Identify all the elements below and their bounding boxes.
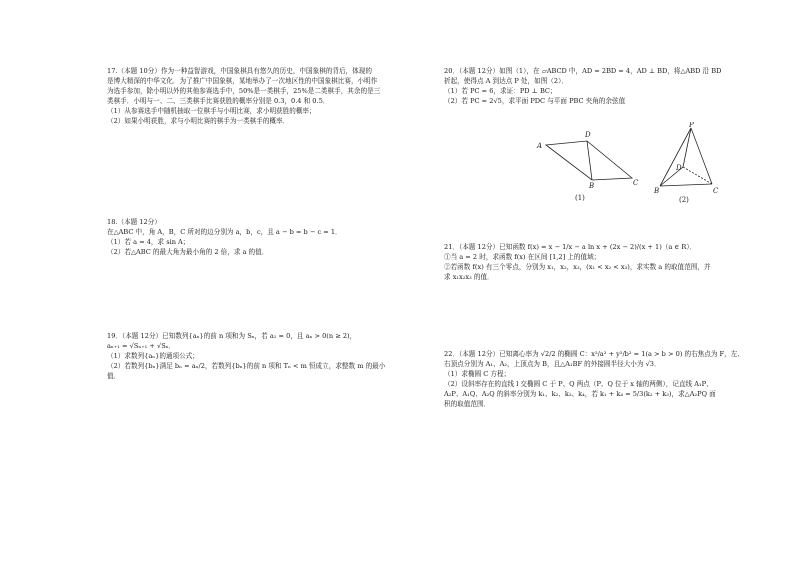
fig1-label-b: B <box>589 182 595 190</box>
problem-21-line: 求 x₁x₂x₃ 的值． <box>444 273 494 281</box>
problem-18-line: （1）若 a = 4，求 sin A； <box>107 238 190 246</box>
problem-18-line: 18.（本题 12分） <box>107 218 161 226</box>
problem-21 <box>444 242 736 282</box>
fig1-label-c: C <box>633 179 639 187</box>
problem-22-line: （1）求椭圆 C 方程； <box>444 370 511 378</box>
fig1-label-a: A <box>537 142 543 150</box>
parallelogram-figure-1 <box>536 124 646 204</box>
edge-pb <box>660 128 691 186</box>
problem-21-line: ①当 a = 2 时，求函数 f(x) 在区间 [1,2] 上的值域； <box>444 253 601 261</box>
problem-22-line: 积的取值范围． <box>444 400 491 408</box>
problem-18-line: （2）若△ABC 的最大角为最小角的 2 倍，求 a 的值． <box>107 248 269 256</box>
tetrahedron-figure-2 <box>649 122 729 204</box>
problem-17-line: 类棋手．小明与一、二、三类棋手比赛获胜的概率分别是 0.3，0.4 和 0.5． <box>107 97 330 105</box>
problem-20-line: 折起，使得点 A 到达点 P 处，如图（2）． <box>444 77 568 85</box>
problem-22 <box>444 349 744 409</box>
fig1-caption: (1) <box>575 194 585 202</box>
problem-18 <box>107 217 397 257</box>
fig2-label-c: C <box>713 187 719 195</box>
problem-19 <box>107 331 397 381</box>
problem-22-line: A₂P、A₁Q、A₂Q 的斜率分别为 k₁、k₂、k₃、k₄，若 k₁ + k₄ = 5/3(k₂ + k₃)，求△A₂PQ 面 <box>444 390 716 398</box>
problem-22-line: （2）设斜率存在的直线 l 交椭圆 C 于 P、Q 两点（P、Q 位于 x 轴的两侧），记直线 A₁P、 <box>444 380 713 388</box>
problem-20 <box>444 66 736 106</box>
problem-22-line: 右顶点分别为 A₁、A₂，上顶点为 B，且△A₁BF 的外接圆半径大小为 √3． <box>444 360 661 368</box>
problem-19-line: aₙ₊₁ = √Sₙ₊₁ + √Sₙ． <box>107 342 176 350</box>
fig2-caption: (2) <box>679 196 689 204</box>
problem-17-line: （1）从参赛选手中随机抽取一位棋手与小明比赛，求小明获胜的概率； <box>107 107 316 115</box>
edge-pc <box>691 128 712 184</box>
problem-20-line: 20．（本题 12分）如图（1），在 ▱ABCD 中，AD = 2BD = 4，AD ⊥ BD，将△ABD 沿 BD <box>444 67 722 75</box>
problem-17-line: 为选手参加，除小明以外的其他参赛选手中，50%是一类棋手，25%是二类棋手，其余的是三 <box>107 87 381 95</box>
edge-bc <box>660 184 712 186</box>
problem-20-line: （1）若 PC = 6，求证：PD ⊥ BC； <box>444 87 557 95</box>
edge-dc-hidden <box>683 167 712 184</box>
segment-bd <box>587 141 592 180</box>
problem-19-line: 值． <box>107 372 121 380</box>
fig2-label-b: B <box>654 187 660 195</box>
edge-pd <box>683 128 691 167</box>
problem-21-line: 21．（本题 12分）已知函数 f(x) = x − 1/x − a ln x + (2x − 2)/(x + 1)（a ∈ R）． <box>444 243 697 251</box>
problem-21-line: ②若函数 f(x) 有三个零点，分别为 x₁，x₂，x₃，(x₁ < x₂ < x₃)，求实数 a 的取值范围，并 <box>444 263 711 271</box>
problem-17-line: 是博大精深的中华文化．为了推广中国象棋，某地举办了一次地区性的中国象棋比赛，小明作 <box>107 77 378 85</box>
parallelogram-abcd <box>546 141 632 180</box>
problem-22-line: 22．（本题 12分）已知离心率为 √2/2 的椭圆 C：x²/a² + y²/b² = 1(a > b > 0) 的右焦点为 F，左、 <box>444 350 744 358</box>
problem-19-line: 19．（本题 12分）已知数列{aₙ}的前 n 项和为 Sₙ，若 a₁ = 0，且 aₙ > 0(n ≥ 2)， <box>107 332 357 340</box>
problem-18-line: 在△ABC 中，角 A，B，C 所对的边分别为 a，b，c，且 a − b = b − c = 1． <box>107 228 342 236</box>
problem-17-line: 17.（本题 10分）作为一种益智游戏，中国象棋具有悠久的历史，中国象棋的背后，体现的 <box>107 67 372 75</box>
problem-20-line: （2）若 PC = 2√5，求平面 PDC 与平面 PBC 夹角的余弦值 <box>444 97 626 105</box>
fig2-label-d: D <box>676 164 682 172</box>
fig1-label-d: D <box>585 131 591 139</box>
problem-17-line: （2）如果小明获胜，求与小明比赛的棋手为一类棋手的概率． <box>107 117 290 125</box>
fig2-label-p: P <box>689 122 694 129</box>
problem-19-line: （2）若数列{bₙ}满足 bₙ = aₙ/2，若数列{bₙ}的前 n 项和 Tₙ < m 恒成立，求整数 m 的最小 <box>107 362 386 370</box>
problem-17 <box>107 66 397 126</box>
problem-19-line: （1）求数列{aₙ}的通项公式； <box>107 352 199 360</box>
